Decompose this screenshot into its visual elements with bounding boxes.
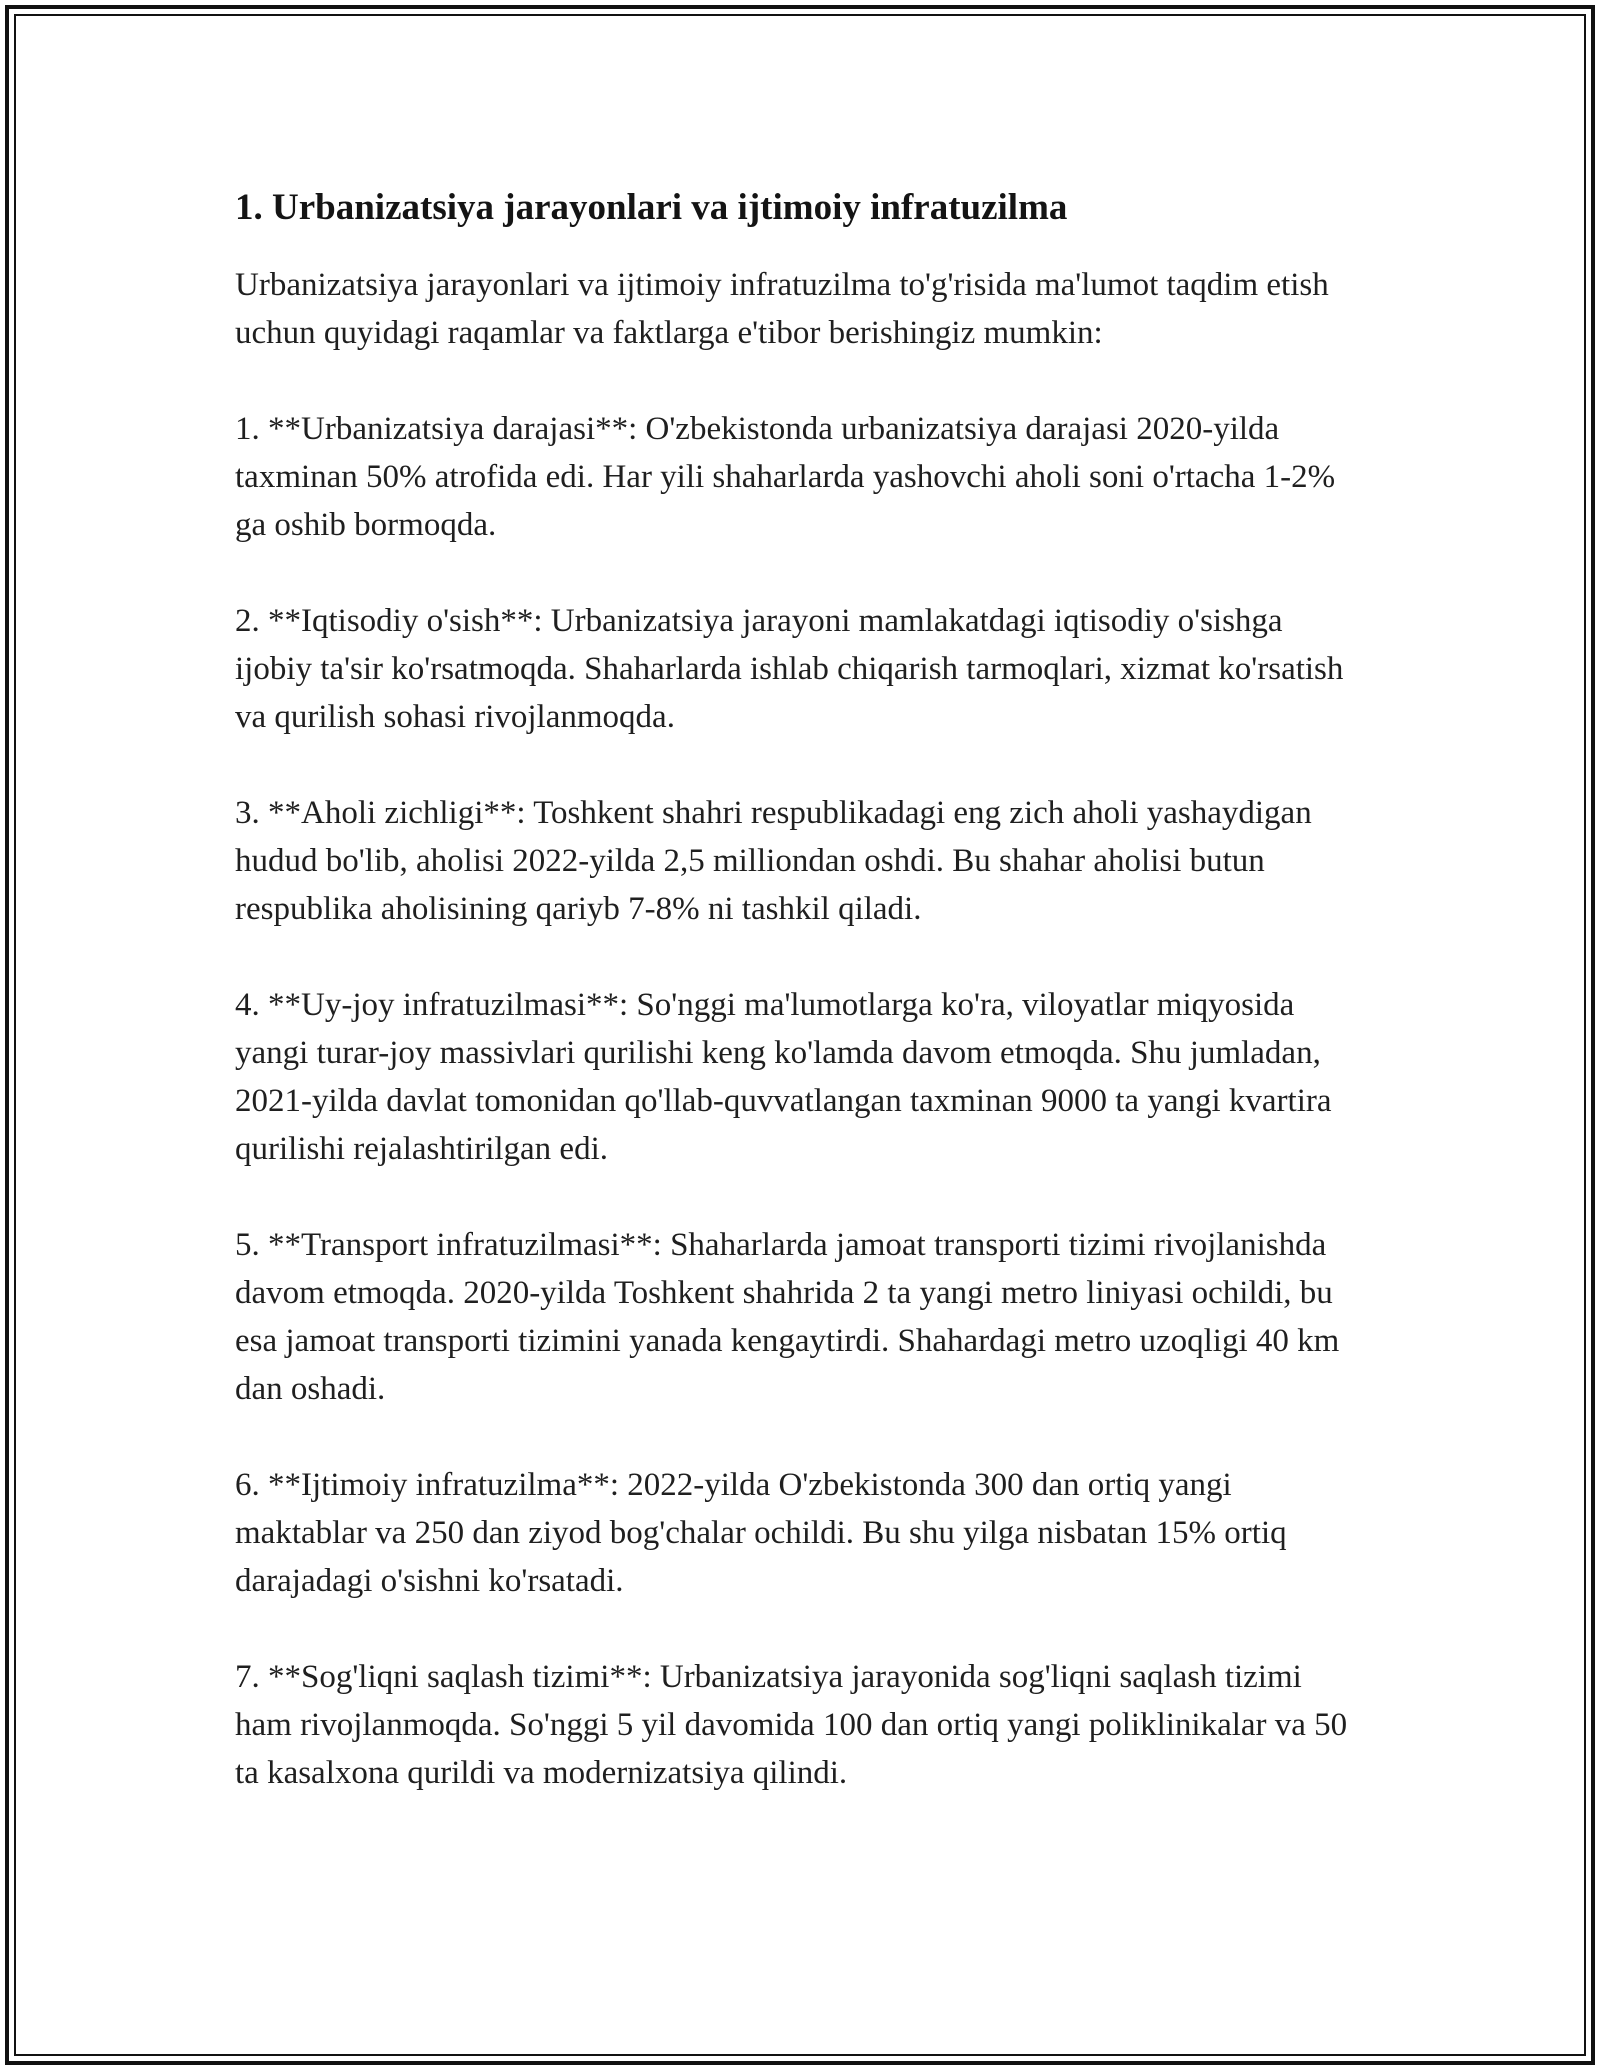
list-item-healthcare-system: 7. **Sog'liqni saqlash tizimi**: Urbanizatsiya jarayonida sog'liqni saqlash tizimi ham rivojlanmoqda. So'nggi 5 yil davomida 100 dan ortiq yangi poliklinikalar va 50 ta kasalxona qurildi va modernizatsiya qilindi. <box>235 1659 1348 1791</box>
document-body <box>235 185 1365 1845</box>
section-heading: 1. Urbanizatsiya jarayonlari va ijtimoiy infratuzilma <box>235 187 1068 228</box>
list-item-urbanization-level: 1. **Urbanizatsiya darajasi**: O'zbekistonda urbanizatsiya darajasi 2020-yilda taxminan 50% atrofida edi. Har yili shaharlarda yashovchi aholi soni o'rtacha 1-2% ga oshib bormoqda. <box>235 411 1336 543</box>
list-item-economic-growth: 2. **Iqtisodiy o'sish**: Urbanizatsiya jarayoni mamlakatdagi iqtisodiy o'sishga ijobiy ta'sir ko'rsatmoqda. Shaharlarda ishlab chiqarish tarmoqlari, xizmat ko'rsatish va qurilish sohasi rivojlanmoqda. <box>235 603 1344 735</box>
list-item-housing-infrastructure: 4. **Uy-joy infratuzilmasi**: So'nggi ma'lumotlarga ko'ra, viloyatlar miqyosida yangi turar-joy massivlari qurilishi keng ko'lamda davom etmoqda. Shu jumladan, 2021-yilda davlat tomonidan qo'llab-quvvatlangan taxminan 9000 ta yangi kvartira qurilishi rejalashtirilgan edi. <box>235 987 1332 1167</box>
list-item-transport-infrastructure: 5. **Transport infratuzilmasi**: Shaharlarda jamoat transporti tizimi rivojlanishda davom etmoqda. 2020-yilda Toshkent shahrida 2 ta yangi metro liniyasi ochildi, bu esa jamoat transporti tizimini yanada kengaytirdi. Shahardagi metro uzoqligi 40 km dan oshadi. <box>235 1227 1340 1407</box>
list-item-social-infrastructure: 6. **Ijtimoiy infratuzilma**: 2022-yilda O'zbekistonda 300 dan ortiq yangi maktablar va 250 dan ziyod bog'chalar ochildi. Bu shu yilga nisbatan 15% ortiq darajadagi o'sishni ko'rsatadi. <box>235 1467 1287 1599</box>
intro-paragraph: Urbanizatsiya jarayonlari va ijtimoiy infratuzilma to'g'risida ma'lumot taqdim etish uchun quyidagi raqamlar va faktlarga e'tibor berishingiz mumkin: <box>235 267 1329 351</box>
list-item-population-density: 3. **Aholi zichligi**: Toshkent shahri respublikadagi eng zich aholi yashaydigan hudud bo'lib, aholisi 2022-yilda 2,5 milliondan oshdi. Bu shahar aholisi butun respublika aholisining qariyb 7-8% ni tashkil qiladi. <box>235 795 1312 927</box>
